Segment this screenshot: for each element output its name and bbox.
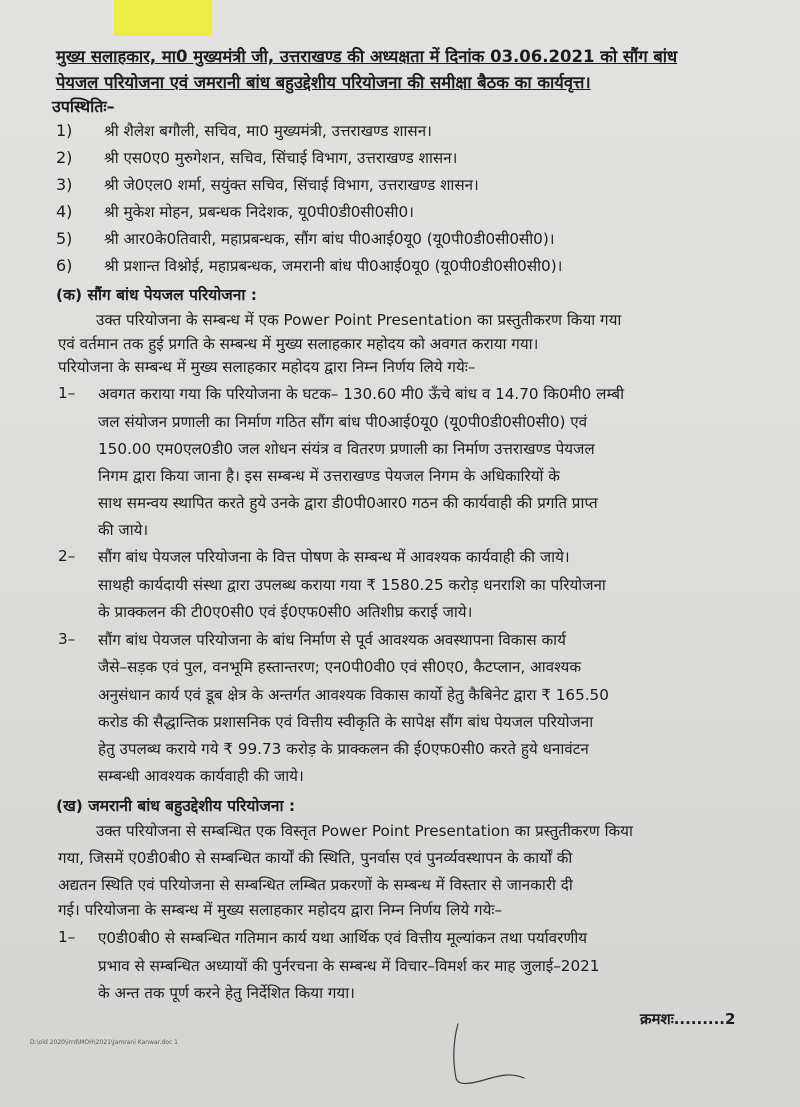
point-line: करोड की सैद्धान्तिक प्रशासनिक एवं वित्तीय स्वीकृति के सापेक्ष सौंग बांध पेयजल परियोजना xyxy=(98,713,594,731)
section-k-intro-line: उक्त परियोजना के सम्बन्ध में एक Power Point Presentation का प्रस्तुतीकरण किया गया xyxy=(96,311,622,329)
point-line: सौंग बांध पेयजल परियोजना के बांध निर्माण से पूर्व आवश्यक अवस्थापना विकास कार्य xyxy=(98,631,566,649)
attendee-text: श्री मुकेश मोहन, प्रबन्धक निदेशक, यू0पी0डी0सी0सी0। xyxy=(104,203,414,221)
sticky-note xyxy=(114,0,212,36)
attendee-number: 1) xyxy=(56,121,73,140)
attendee-number: 6) xyxy=(56,256,73,275)
section-k-intro-line: एवं वर्तमान तक हुई प्रगति के सम्बन्ध में मुख्य सलाहकार महोदय को अवगत कराया गया। xyxy=(58,335,539,353)
point-line: ए0डी0बी0 से सम्बन्धित गतिमान कार्य यथा आर्थिक एवं वित्तीय मूल्यांकन तथा पर्यावरणीय xyxy=(98,929,588,947)
point-line: साथ समन्वय स्थापित करते हुये उनके द्वारा डी0पी0आर0 गठन की कार्यवाही की प्रगति प्राप्त xyxy=(98,494,598,512)
point-line: हेतु उपलब्ध कराये गये ₹ 99.73 करोड़ के प्राक्कलन की ई0एफ0सी0 करते हुये धनावंटन xyxy=(98,740,589,758)
attendee-number: 3) xyxy=(56,175,73,194)
section-kh-intro-line: उक्त परियोजना से सम्बन्धित एक विस्तृत Power Point Presentation का प्रस्तुतीकरण किया xyxy=(96,822,633,840)
point-line: 150.00 एम0एल0डी0 जल शोधन संयंत्र व वितरण प्रणाली का निर्माण उत्तराखण्ड पेयजल xyxy=(98,440,595,458)
point-line: अवगत कराया गया कि परियोजना के घटक– 130.60 मी0 ऊँचे बांध व 14.70 कि0मी0 लम्बी xyxy=(98,385,625,403)
point-line: की जाये। xyxy=(98,521,149,539)
continued-marker: क्रमशः.........2 xyxy=(640,1010,736,1028)
point-line: साथही कार्यदायी संस्था द्वारा उपलब्ध कराया गया ₹ 1580.25 करोड़ धनराशि का परियोजना xyxy=(98,576,606,594)
attendee-number: 4) xyxy=(56,202,73,221)
point-line: के प्राक्कलन की टी0ए0सी0 एवं ई0एफ0सी0 अतिशीघ्र कराई जाये। xyxy=(98,603,473,621)
footer-file-path: D:\old 2020\irrd\MOH\2021\Jamrani Kanwar.doc 1 xyxy=(30,1039,178,1046)
section-kh-heading: (ख) जमरानी बांध बहुउद्देशीय परियोजना : xyxy=(56,797,296,815)
point-number: 2– xyxy=(58,547,76,565)
attendee-text: श्री शैलेश बगौली, सचिव, मा0 मुख्यमंत्री, उत्तराखण्ड शासन। xyxy=(104,122,432,140)
point-line: सम्बन्धी आवश्यक कार्यवाही की जाये। xyxy=(98,767,304,785)
section-kh-intro-line: गया, जिसमें ए0डी0बी0 से सम्बन्धित कार्यों की स्थिति, पुनर्वास एवं पुनर्व्यवस्थापन के कार्यों की xyxy=(58,849,573,867)
attendee-number: 2) xyxy=(56,148,73,167)
attendee-text: श्री प्रशान्त विश्नोई, महाप्रबन्धक, जमरानी बांध पी0आई0यू0 (यू0पी0डी0सी0सी0)। xyxy=(104,257,563,275)
attendee-number: 5) xyxy=(56,229,73,248)
section-k-heading: (क) सौंग बांध पेयजल परियोजना : xyxy=(56,286,257,304)
point-line: सौंग बांध पेयजल परियोजना के वित्त पोषण के सम्बन्ध में आवश्यक कार्यवाही की जाये। xyxy=(98,548,570,566)
attendee-text: श्री एस0ए0 मुरुगेशन, सचिव, सिंचाई विभाग, उत्तराखण्ड शासन। xyxy=(104,149,458,167)
point-number: 1– xyxy=(58,384,76,402)
point-line: जैसे–सड़क एवं पुल, वनभूमि हस्तान्तरण; एन0पी0वी0 एवं सी0ए0, कैटप्लान, आवश्यक xyxy=(98,658,582,676)
attendee-text: श्री आर0के0तिवारी, महाप्रबन्धक, सौंग बांध पी0आई0यू0 (यू0पी0डी0सी0सी0)। xyxy=(104,230,555,248)
point-line: प्रभाव से सम्बन्धित अध्यायों की पुर्नरचना के सम्बन्ध में विचार–विमर्श कर माह जुलाई–2021 xyxy=(98,957,600,975)
section-k-intro-line: परियोजना के सम्बन्ध में मुख्य सलाहकार महोदय द्वारा निम्न निर्णय लिये गयेः– xyxy=(58,358,476,376)
section-kh-intro-line: अद्यतन स्थिति एवं परियोजना से सम्बन्धित लम्बित प्रकरणों के सम्बन्ध में विस्तार से जानकारी दी xyxy=(58,876,573,894)
point-number: 1– xyxy=(58,928,76,946)
title-line-2: पेयजल परियोजना एवं जमरानी बांध बहुउद्देशीय परियोजना की समीक्षा बैठक का कार्यवृत्त। xyxy=(56,73,591,92)
point-line: अनुसंधान कार्य एवं डूब क्षेत्र के अन्तर्गत आवश्यक विकास कार्यो हेतु कैबिनेट द्वारा ₹ 165.50 xyxy=(98,686,609,704)
attendee-text: श्री जे0एल0 शर्मा, सयुंक्त सचिव, सिंचाई विभाग, उत्तराखण्ड शासन। xyxy=(104,176,479,194)
section-kh-intro-line: गई। परियोजना के सम्बन्ध में मुख्य सलाहकार महोदय द्वारा निम्न निर्णय लिये गयेः– xyxy=(58,901,503,919)
signature-mark xyxy=(440,1020,530,1090)
title-line-1: मुख्य सलाहकार, मा0 मुख्यमंत्री जी, उत्तराखण्ड की अध्यक्षता में दिनांक 03.06.2021 को सौंग बांध xyxy=(56,47,678,66)
point-line: जल संयोजन प्रणाली का निर्माण गठित सौंग बांध पी0आई0यू0 (यू0पी0डी0सी0सी0) एवं xyxy=(98,413,588,431)
attendance-heading: उपस्थितिः– xyxy=(52,97,115,116)
point-line: के अन्त तक पूर्ण करने हेतु निर्देशित किया गया। xyxy=(98,984,355,1002)
point-number: 3– xyxy=(58,630,76,648)
point-line: निगम द्वारा किया जाना है। इस सम्बन्ध में उत्तराखण्ड पेयजल निगम के अधिकारियों के xyxy=(98,467,560,485)
